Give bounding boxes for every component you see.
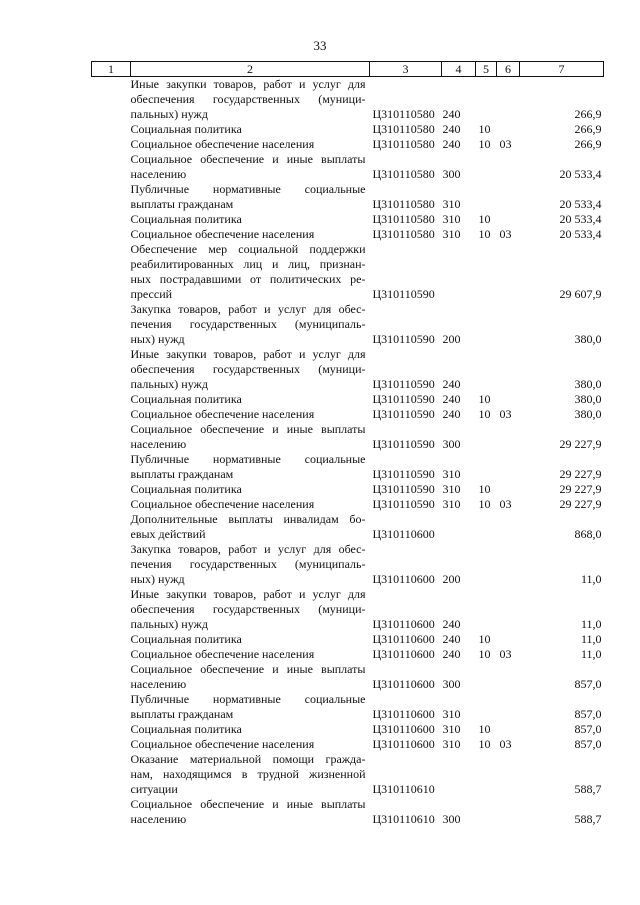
row-amount-cell: 11,0 bbox=[580, 617, 602, 631]
row-name-cell bbox=[131, 137, 370, 152]
row-amount-cell: 29 607,9 bbox=[559, 287, 602, 301]
row-expense-type-cell: 240 bbox=[442, 632, 461, 646]
row-name-cell bbox=[131, 242, 370, 302]
row-name-cell bbox=[131, 77, 370, 123]
row-amount-cell: 11,0 bbox=[580, 632, 602, 646]
row-section-cell bbox=[476, 752, 497, 797]
row-name-line: Социальное обеспечение населения bbox=[130, 497, 315, 511]
row-name-line: нам, находящимся в трудной жизненной bbox=[130, 767, 366, 781]
row-number-cell bbox=[92, 137, 131, 152]
row-name-line: населению bbox=[130, 812, 187, 826]
row-name-line: Социальное обеспечение и иные выплаты bbox=[130, 662, 366, 676]
row-code-cell: Ц310110600 bbox=[372, 527, 435, 541]
row-name-line: Социальная политика bbox=[130, 212, 242, 226]
row-subsection-cell: 03 bbox=[499, 647, 512, 661]
row-subsection-cell bbox=[497, 512, 520, 542]
row-code-cell: Ц310110600 bbox=[372, 707, 435, 721]
row-name-line: пальных) нужд bbox=[130, 107, 208, 121]
row-subsection-cell bbox=[497, 452, 520, 482]
row-section-cell bbox=[476, 692, 497, 722]
header-col-2: 2 bbox=[131, 62, 370, 77]
row-code-cell: Ц310110590 bbox=[372, 482, 435, 496]
row-code-cell: Ц310110590 bbox=[372, 437, 435, 451]
row-amount-cell: 29 227,9 bbox=[559, 437, 602, 451]
row-name-line: Социальная политика bbox=[130, 392, 242, 406]
row-code-cell: Ц310110600 bbox=[372, 677, 435, 691]
row-subsection-cell bbox=[497, 587, 520, 632]
row-subsection-cell: 03 bbox=[499, 497, 512, 511]
row-name-line: Социальная политика bbox=[130, 122, 242, 136]
row-name-line: обеспечения государственных (муници- bbox=[130, 92, 366, 106]
row-section-cell bbox=[476, 797, 497, 827]
row-expense-type-cell: 240 bbox=[442, 617, 461, 631]
row-number-cell bbox=[92, 452, 131, 482]
row-code-cell: Ц310110580 bbox=[372, 167, 435, 181]
row-subsection-cell bbox=[497, 797, 520, 827]
row-amount-cell: 868,0 bbox=[574, 527, 602, 541]
row-subsection-cell bbox=[497, 77, 520, 123]
row-number-cell bbox=[92, 392, 131, 407]
row-amount-cell: 11,0 bbox=[580, 572, 602, 586]
row-code-cell: Ц310110580 bbox=[372, 227, 435, 241]
row-name-line: Социальная политика bbox=[130, 632, 242, 646]
row-expense-type-cell bbox=[442, 512, 476, 542]
row-section-cell bbox=[476, 77, 497, 123]
table-row bbox=[92, 422, 604, 452]
row-name-line: населению bbox=[130, 677, 187, 691]
row-number-cell bbox=[92, 797, 131, 827]
table-row bbox=[92, 692, 604, 722]
row-number-cell bbox=[92, 542, 131, 587]
row-section-cell: 10 bbox=[478, 647, 491, 661]
row-amount-cell: 588,7 bbox=[574, 782, 602, 796]
row-code-cell: Ц310110600 bbox=[372, 647, 435, 661]
row-number-cell bbox=[92, 422, 131, 452]
row-amount-cell: 857,0 bbox=[574, 737, 602, 751]
row-expense-type-cell: 310 bbox=[442, 497, 461, 511]
row-name-line: Социальная политика bbox=[130, 722, 242, 736]
row-amount-cell: 380,0 bbox=[574, 407, 602, 421]
row-number-cell bbox=[92, 347, 131, 392]
row-subsection-cell bbox=[497, 392, 520, 407]
row-name-cell bbox=[131, 392, 370, 407]
row-subsection-cell bbox=[497, 347, 520, 392]
table-row bbox=[92, 752, 604, 797]
row-number-cell bbox=[92, 407, 131, 422]
row-section-cell bbox=[476, 347, 497, 392]
row-number-cell bbox=[92, 182, 131, 212]
row-amount-cell: 20 533,4 bbox=[559, 167, 602, 181]
row-subsection-cell bbox=[497, 422, 520, 452]
header-col-7: 7 bbox=[520, 62, 604, 77]
row-code-cell: Ц310110580 bbox=[372, 212, 435, 226]
row-name-line: Социальное обеспечение населения bbox=[130, 737, 315, 751]
row-subsection-cell bbox=[497, 182, 520, 212]
row-section-cell: 10 bbox=[478, 122, 491, 136]
row-name-line: Публичные нормативные социальные bbox=[130, 182, 366, 196]
row-subsection-cell bbox=[497, 662, 520, 692]
row-subsection-cell bbox=[497, 242, 520, 302]
table-row bbox=[92, 347, 604, 392]
row-expense-type-cell: 310 bbox=[442, 722, 461, 736]
table-row bbox=[92, 392, 604, 407]
table-row bbox=[92, 722, 604, 737]
row-section-cell: 10 bbox=[478, 407, 491, 421]
row-subsection-cell: 03 bbox=[499, 227, 512, 241]
table-body bbox=[92, 77, 604, 828]
row-amount-cell: 29 227,9 bbox=[559, 467, 602, 481]
row-section-cell bbox=[476, 242, 497, 302]
row-name-cell bbox=[131, 722, 370, 737]
table-row bbox=[92, 227, 604, 242]
row-section-cell bbox=[476, 587, 497, 632]
row-name-line: ных) нужд bbox=[130, 572, 185, 586]
table-row bbox=[92, 542, 604, 587]
row-amount-cell: 20 533,4 bbox=[559, 197, 602, 211]
table-row bbox=[92, 482, 604, 497]
row-name-line: пальных) нужд bbox=[130, 377, 208, 391]
row-name-line: населению bbox=[130, 437, 187, 451]
row-section-cell: 10 bbox=[478, 722, 491, 736]
row-code-cell: Ц310110590 bbox=[372, 332, 435, 346]
row-expense-type-cell: 240 bbox=[442, 647, 461, 661]
row-expense-type-cell: 240 bbox=[442, 407, 461, 421]
row-expense-type-cell: 240 bbox=[442, 377, 461, 391]
row-number-cell bbox=[92, 692, 131, 722]
row-name-line: выплаты гражданам bbox=[130, 467, 234, 481]
row-section-cell: 10 bbox=[478, 212, 491, 226]
row-number-cell bbox=[92, 212, 131, 227]
row-name-cell bbox=[131, 122, 370, 137]
budget-table bbox=[91, 61, 604, 827]
row-code-cell: Ц310110590 bbox=[372, 287, 435, 301]
row-subsection-cell bbox=[497, 482, 520, 497]
row-number-cell bbox=[92, 302, 131, 347]
row-name-line: Социальное обеспечение населения bbox=[130, 227, 315, 241]
header-col-1: 1 bbox=[92, 62, 131, 77]
row-code-cell: Ц310110580 bbox=[372, 122, 435, 136]
row-expense-type-cell: 240 bbox=[442, 137, 461, 151]
row-name-cell bbox=[131, 692, 370, 722]
row-subsection-cell bbox=[497, 212, 520, 227]
row-subsection-cell bbox=[497, 692, 520, 722]
row-section-cell bbox=[476, 302, 497, 347]
row-name-cell bbox=[131, 737, 370, 752]
row-code-cell: Ц310110590 bbox=[372, 377, 435, 391]
row-name-cell bbox=[131, 227, 370, 242]
row-name-line: выплаты гражданам bbox=[130, 707, 234, 721]
row-name-cell bbox=[131, 647, 370, 662]
row-section-cell: 10 bbox=[478, 737, 491, 751]
table-row bbox=[92, 632, 604, 647]
row-subsection-cell bbox=[497, 752, 520, 797]
table-row bbox=[92, 242, 604, 302]
row-amount-cell: 266,9 bbox=[574, 137, 602, 151]
row-number-cell bbox=[92, 152, 131, 182]
row-number-cell bbox=[92, 752, 131, 797]
row-name-line: Социальное обеспечение и иные выплаты bbox=[130, 422, 366, 436]
row-name-line: Социальное обеспечение и иные выплаты bbox=[130, 152, 366, 166]
row-section-cell: 10 bbox=[478, 227, 491, 241]
row-number-cell bbox=[92, 737, 131, 752]
row-number-cell bbox=[92, 647, 131, 662]
row-expense-type-cell: 200 bbox=[442, 332, 461, 346]
row-name-line: Дополнительные выплаты инвалидам бо- bbox=[130, 512, 366, 526]
row-amount-cell: 857,0 bbox=[574, 707, 602, 721]
row-section-cell bbox=[476, 182, 497, 212]
row-name-cell bbox=[131, 302, 370, 347]
row-name-line: Социальная политика bbox=[130, 482, 242, 496]
row-amount-cell: 266,9 bbox=[574, 107, 602, 121]
row-code-cell: Ц310110610 bbox=[372, 782, 435, 796]
row-name-line: ных) нужд bbox=[130, 332, 185, 346]
table-row bbox=[92, 512, 604, 542]
row-expense-type-cell: 300 bbox=[442, 437, 461, 451]
row-amount-cell: 20 533,4 bbox=[559, 227, 602, 241]
row-code-cell: Ц310110600 bbox=[372, 737, 435, 751]
row-name-cell bbox=[131, 497, 370, 512]
row-section-cell: 10 bbox=[478, 137, 491, 151]
row-name-cell bbox=[131, 422, 370, 452]
row-name-line: Социальное обеспечение населения bbox=[130, 137, 315, 151]
table-row bbox=[92, 137, 604, 152]
row-subsection-cell bbox=[497, 722, 520, 737]
row-name-line: выплаты гражданам bbox=[130, 197, 234, 211]
row-name-line: ных пострадавшими от политических ре- bbox=[130, 272, 366, 286]
row-expense-type-cell: 200 bbox=[442, 572, 461, 586]
row-code-cell: Ц310110600 bbox=[372, 632, 435, 646]
row-name-line: ситуации bbox=[130, 782, 178, 796]
row-name-line: Социальное обеспечение населения bbox=[130, 407, 315, 421]
row-number-cell bbox=[92, 722, 131, 737]
row-expense-type-cell: 310 bbox=[442, 212, 461, 226]
row-expense-type-cell bbox=[442, 242, 476, 302]
row-name-cell bbox=[131, 212, 370, 227]
row-subsection-cell bbox=[497, 152, 520, 182]
row-code-cell: Ц310110600 bbox=[372, 722, 435, 736]
table-row bbox=[92, 77, 604, 123]
row-expense-type-cell: 310 bbox=[442, 707, 461, 721]
row-name-line: Иные закупки товаров, работ и услуг для bbox=[130, 347, 366, 361]
row-name-line: прессий bbox=[130, 287, 173, 301]
row-amount-cell: 588,7 bbox=[574, 812, 602, 826]
row-number-cell bbox=[92, 632, 131, 647]
row-code-cell: Ц310110600 bbox=[372, 572, 435, 586]
row-name-cell bbox=[131, 797, 370, 827]
row-name-cell bbox=[131, 542, 370, 587]
row-code-cell: Ц310110590 bbox=[372, 497, 435, 511]
row-name-line: обеспечения государственных (муници- bbox=[130, 602, 366, 616]
row-code-cell: Ц310110590 bbox=[372, 407, 435, 421]
table-row bbox=[92, 662, 604, 692]
table-row bbox=[92, 407, 604, 422]
row-name-line: пальных) нужд bbox=[130, 617, 208, 631]
row-expense-type-cell: 310 bbox=[442, 227, 461, 241]
row-subsection-cell: 03 bbox=[499, 137, 512, 151]
header-col-4: 4 bbox=[442, 62, 476, 77]
row-expense-type-cell: 300 bbox=[442, 677, 461, 691]
table-row bbox=[92, 647, 604, 662]
row-name-line: Иные закупки товаров, работ и услуг для bbox=[130, 587, 366, 601]
row-section-cell bbox=[476, 512, 497, 542]
row-number-cell bbox=[92, 587, 131, 632]
row-code-cell: Ц310110590 bbox=[372, 467, 435, 481]
row-name-line: населению bbox=[130, 167, 187, 181]
row-name-line: обеспечения государственных (муници- bbox=[130, 362, 366, 376]
table-row bbox=[92, 797, 604, 827]
row-name-line: печения государственных (муниципаль- bbox=[130, 317, 366, 331]
row-expense-type-cell: 300 bbox=[442, 812, 461, 826]
row-name-line: Иные закупки товаров, работ и услуг для bbox=[130, 77, 366, 91]
row-subsection-cell bbox=[497, 632, 520, 647]
row-name-line: Закупка товаров, работ и услуг для обес- bbox=[130, 302, 366, 316]
table-row bbox=[92, 737, 604, 752]
row-amount-cell: 380,0 bbox=[574, 392, 602, 406]
row-section-cell bbox=[476, 662, 497, 692]
row-name-line: Обеспечение мер социальной поддержки bbox=[130, 242, 366, 256]
row-name-line: Публичные нормативные социальные bbox=[130, 692, 366, 706]
row-subsection-cell bbox=[497, 122, 520, 137]
row-name-line: печения государственных (муниципаль- bbox=[130, 557, 366, 571]
row-subsection-cell: 03 bbox=[499, 407, 512, 421]
row-section-cell bbox=[476, 542, 497, 587]
table-row bbox=[92, 212, 604, 227]
row-expense-type-cell: 310 bbox=[442, 482, 461, 496]
header-col-6: 6 bbox=[497, 62, 520, 77]
row-name-cell bbox=[131, 587, 370, 632]
row-name-line: Публичные нормативные социальные bbox=[130, 452, 366, 466]
table-row bbox=[92, 452, 604, 482]
table-row bbox=[92, 122, 604, 137]
row-amount-cell: 29 227,9 bbox=[559, 497, 602, 511]
row-number-cell bbox=[92, 122, 131, 137]
row-name-cell bbox=[131, 452, 370, 482]
row-subsection-cell: 03 bbox=[499, 737, 512, 751]
table-row bbox=[92, 302, 604, 347]
row-amount-cell: 380,0 bbox=[574, 377, 602, 391]
row-section-cell: 10 bbox=[478, 482, 491, 496]
row-name-cell bbox=[131, 632, 370, 647]
row-name-cell bbox=[131, 152, 370, 182]
row-number-cell bbox=[92, 497, 131, 512]
row-name-cell bbox=[131, 347, 370, 392]
row-name-cell bbox=[131, 182, 370, 212]
row-expense-type-cell: 240 bbox=[442, 107, 461, 121]
row-name-line: Социальное обеспечение населения bbox=[130, 647, 315, 661]
table-header-row bbox=[92, 62, 604, 77]
row-name-cell bbox=[131, 512, 370, 542]
row-amount-cell: 857,0 bbox=[574, 677, 602, 691]
row-section-cell bbox=[476, 452, 497, 482]
row-name-line: Оказание материальной помощи гражда- bbox=[130, 752, 366, 766]
row-expense-type-cell: 300 bbox=[442, 167, 461, 181]
row-name-line: Закупка товаров, работ и услуг для обес- bbox=[130, 542, 366, 556]
row-section-cell bbox=[476, 152, 497, 182]
row-amount-cell: 380,0 bbox=[574, 332, 602, 346]
row-name-line: Социальное обеспечение и иные выплаты bbox=[130, 797, 366, 811]
row-code-cell: Ц310110580 bbox=[372, 197, 435, 211]
row-amount-cell: 20 533,4 bbox=[559, 212, 602, 226]
row-number-cell bbox=[92, 227, 131, 242]
row-expense-type-cell: 310 bbox=[442, 197, 461, 211]
row-amount-cell: 857,0 bbox=[574, 722, 602, 736]
row-section-cell: 10 bbox=[478, 497, 491, 511]
row-amount-cell: 29 227,9 bbox=[559, 482, 602, 496]
row-name-cell bbox=[131, 662, 370, 692]
row-number-cell bbox=[92, 482, 131, 497]
table-row bbox=[92, 152, 604, 182]
row-name-line: евых действий bbox=[130, 527, 206, 541]
header-col-5: 5 bbox=[476, 62, 497, 77]
row-name-cell bbox=[131, 482, 370, 497]
row-section-cell: 10 bbox=[478, 632, 491, 646]
row-code-cell: Ц310110580 bbox=[372, 137, 435, 151]
table-row bbox=[92, 497, 604, 512]
row-name-cell bbox=[131, 752, 370, 797]
row-number-cell bbox=[92, 242, 131, 302]
row-expense-type-cell: 240 bbox=[442, 392, 461, 406]
row-expense-type-cell: 240 bbox=[442, 122, 461, 136]
row-name-cell bbox=[131, 407, 370, 422]
table-row bbox=[92, 182, 604, 212]
row-expense-type-cell bbox=[442, 752, 476, 797]
header-col-3: 3 bbox=[370, 62, 442, 77]
row-amount-cell: 11,0 bbox=[580, 647, 602, 661]
row-code-cell: Ц310110580 bbox=[372, 107, 435, 121]
row-expense-type-cell: 310 bbox=[442, 467, 461, 481]
row-subsection-cell bbox=[497, 542, 520, 587]
row-code-cell: Ц310110600 bbox=[372, 617, 435, 631]
row-expense-type-cell: 310 bbox=[442, 737, 461, 751]
row-section-cell bbox=[476, 422, 497, 452]
row-amount-cell: 266,9 bbox=[574, 122, 602, 136]
row-section-cell: 10 bbox=[478, 392, 491, 406]
row-number-cell bbox=[92, 512, 131, 542]
row-number-cell bbox=[92, 77, 131, 123]
row-name-line: реабилитированных лиц и лиц, признан- bbox=[130, 257, 366, 271]
row-code-cell: Ц310110610 bbox=[372, 812, 435, 826]
row-code-cell: Ц310110590 bbox=[372, 392, 435, 406]
row-subsection-cell bbox=[497, 302, 520, 347]
table-row bbox=[92, 587, 604, 632]
row-number-cell bbox=[92, 662, 131, 692]
page-number: 33 bbox=[313, 38, 327, 53]
